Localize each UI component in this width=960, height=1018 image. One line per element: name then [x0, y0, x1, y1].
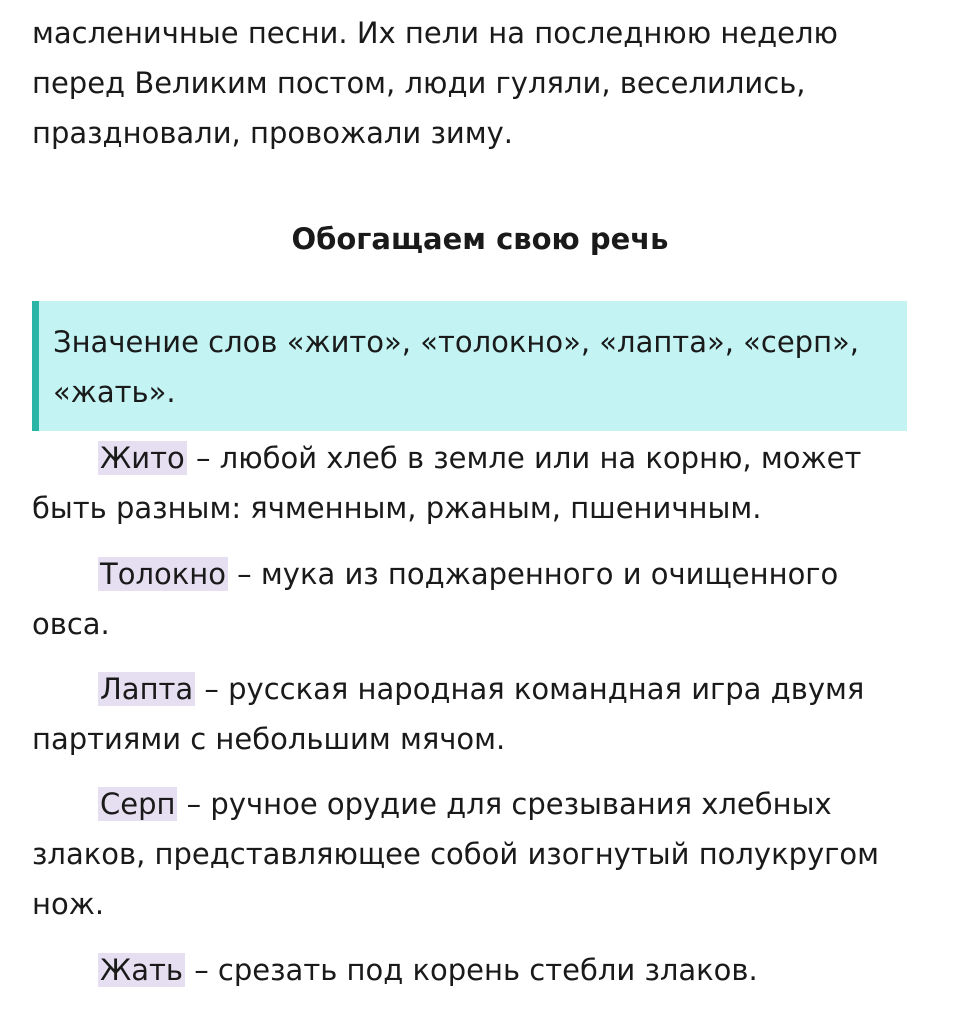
definition-text: – любой хлеб в земле или на корню, может быть разным: ячменным, ржаным, пшеничным. — [32, 441, 862, 525]
definition-term: Лапта — [100, 672, 194, 706]
definition-term: Жито — [100, 441, 185, 475]
definition-item — [32, 549, 922, 649]
definition-text: – русская народная командная игра двумя партиями с небольшим мячом. — [32, 672, 865, 756]
definition-text: – мука из поджаренного и очищенного овса. — [32, 557, 839, 641]
task-text: Значение слов «жито», «толокно», «лапта», «серп», «жать». — [53, 325, 859, 409]
definition-text: – ручное орудие для срезывания хлебных злаков, представляющее собой изогнутый полукругом нож. — [32, 787, 880, 921]
definition-term: Серп — [100, 787, 176, 821]
definition-item — [32, 779, 922, 929]
definition-item — [32, 945, 922, 995]
definition-item — [32, 433, 922, 533]
task-callout — [32, 301, 907, 431]
definition-term: Жать — [100, 953, 183, 987]
section-heading: Обогащаем свою речь — [291, 222, 669, 256]
definition-term: Толокно — [100, 557, 226, 591]
definition-item — [32, 664, 922, 764]
intro-paragraph: масленичные песни. Их пели на последнюю неделю перед Великим постом, люди гуляли, веселились, праздновали, провожали зиму. — [32, 16, 838, 150]
definition-text: – срезать под корень стебли злаков. — [185, 953, 758, 987]
